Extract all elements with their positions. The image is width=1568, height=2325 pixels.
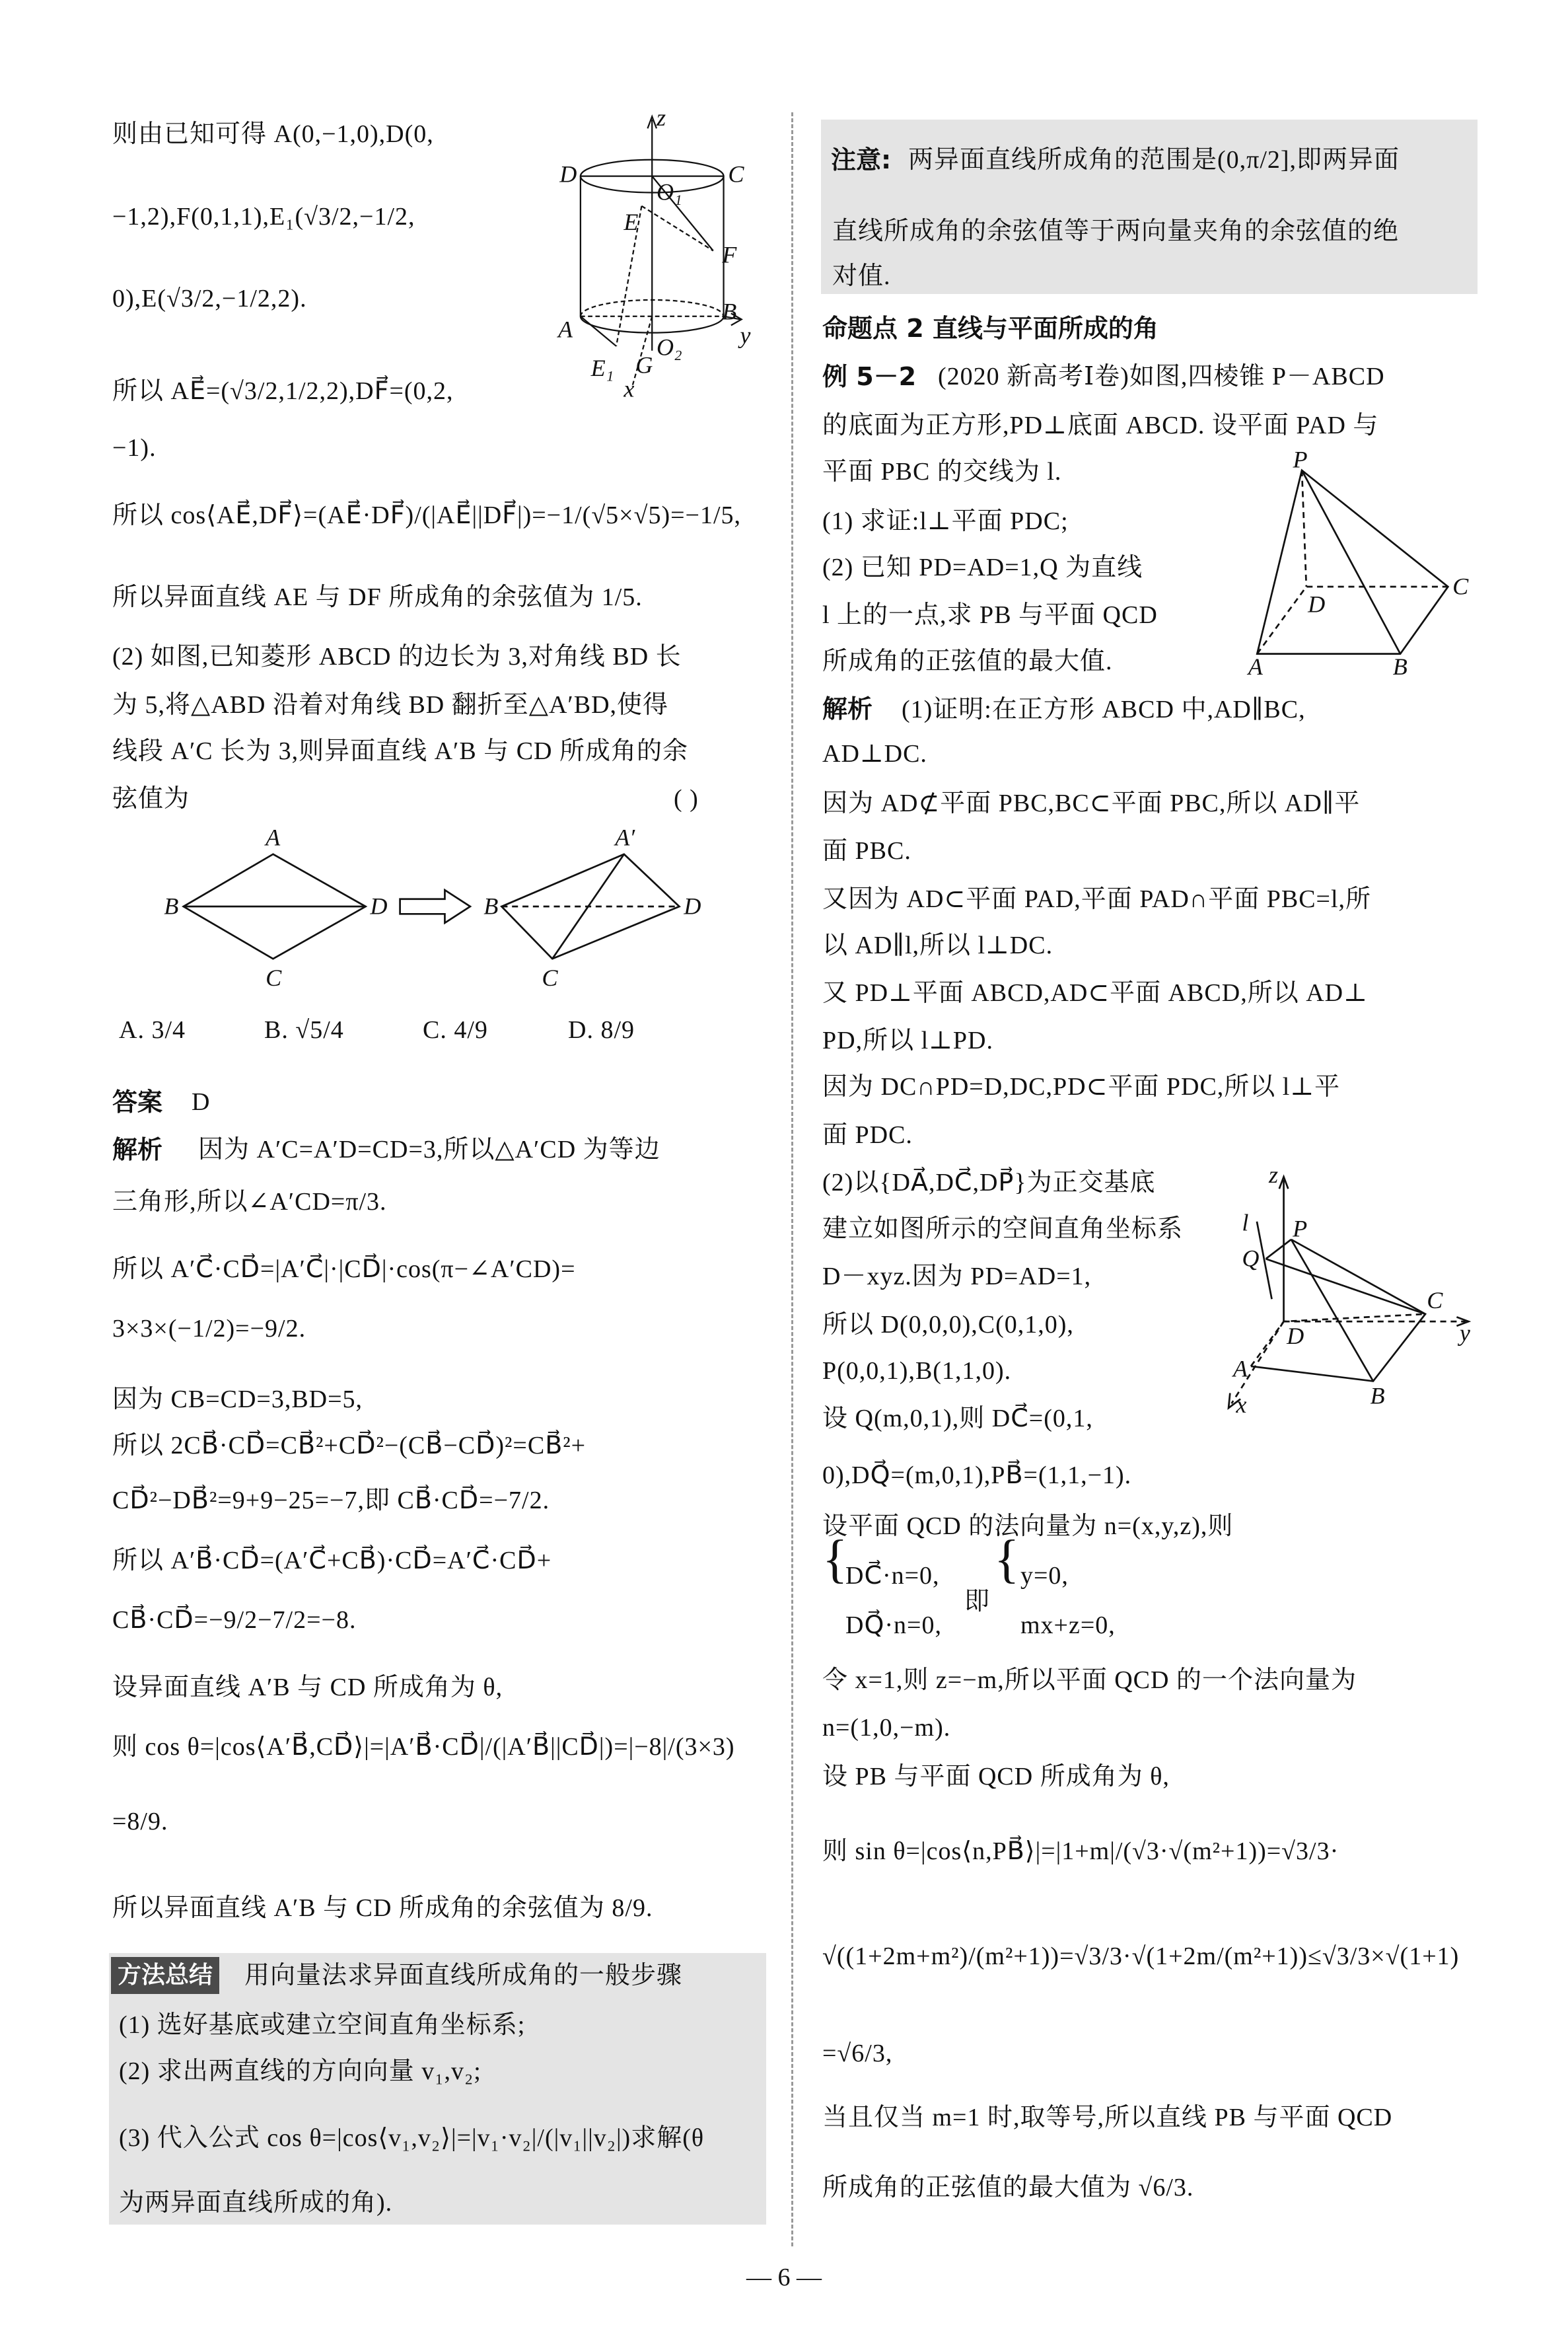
text-line: n=(1,0,−m). [822,1713,951,1742]
note-line: 直线所成角的余弦值等于两向量夹角的余弦值的绝 [832,217,1400,246]
text-line: 所以 A′C⃗·CD⃗=|A′C⃗|·|CD⃗|·cos(π−∠A′CD)= [112,1255,576,1283]
method-step: (1) 选好基底或建立空间直角坐标系; [119,2011,526,2039]
label-y: y [740,322,751,349]
label-D: D [370,893,388,920]
method-summary-tag: 方法总结 [111,1957,219,1994]
text-line: =8/9. [112,1808,168,1836]
text-line: 则 sin θ=|cos⟨n,PB⃗⟩|=|1+m|/(√3·√(m²+1))=√3/3· [822,1837,1339,1866]
text-line: 因为 CB=CD=3,BD=5, [112,1385,363,1413]
label-C: C [1452,573,1469,600]
text-line: −1). [112,434,157,462]
text-line: 又 PD⊥平面 ABCD,AD⊂平面 ABCD,所以 AD⊥ [822,978,1368,1007]
text-line: (2) 如图,已知菱形 ABCD 的边长为 3,对角线 BD 长 [112,643,682,671]
method-step: (2) 求出两直线的方向向量 v₁,v₂; [119,2057,481,2085]
text-line: 设 PB 与平面 QCD 所成角为 θ, [822,1763,1170,1791]
section-heading: 命题点 2 直线与平面所成的角 [822,314,1158,343]
label-O1: O₁ [657,178,682,205]
page-number: — 6 — [746,2264,822,2291]
note-label: 注意: [831,145,892,174]
label-Q: Q [1242,1245,1260,1272]
system-eq2: DQ⃗·n=0, [845,1611,942,1639]
label-A: A [1248,653,1263,681]
label-x: x [624,375,635,402]
label-B: B [1392,653,1408,681]
text-line: 平面 PBC 的交线为 l. [822,458,1062,486]
text-line: 所以异面直线 A′B 与 CD 所成角的余弦值为 8/9. [112,1894,653,1923]
cylinder-figure [552,104,761,403]
label-x: x [1236,1391,1247,1418]
text-line: 弦值为 [112,785,190,813]
text-line: 所以 A′B⃗·CD⃗=(A′C⃗+CB⃗)·CD⃗=A′C⃗·CD⃗+ [112,1546,552,1574]
text-line: 三角形,所以∠A′CD=π/3. [112,1188,387,1216]
text-line: 为 5,将△ABD 沿着对角线 BD 翻折至△A′BD,使得 [112,690,669,719]
text-line: 当且仅当 m=1 时,取等号,所以直线 PB 与平面 QCD [822,2103,1393,2131]
text-line: (2)以{DA⃗,DC⃗,DP⃗}为正交基底 [822,1168,1156,1197]
text-line: 面 PDC. [822,1121,913,1149]
label-D: D [1308,591,1326,618]
label-z: z [1269,1162,1279,1189]
text-line: 0),E(√3/2,−1/2,2). [112,285,307,313]
brace: { [822,1530,849,1588]
system-ji: 即 [964,1588,991,1615]
text-line: 建立如图所示的空间直角坐标系 [822,1214,1184,1243]
text-line: 所成角的正弦值的最大值. [822,647,1113,676]
label-G: G [635,351,653,379]
text-line: 所成角的正弦值的最大值为 √6/3. [822,2173,1194,2201]
text-line: −1,2),F(0,1,1),E₁(√3/2,−1/2, [112,202,415,231]
label-F: F [722,241,737,268]
text-line: (1) 求证:l⊥平面 PDC; [822,507,1069,535]
system-eq1: DC⃗·n=0, [845,1562,940,1590]
system-eq4: mx+z=0, [1020,1611,1116,1639]
text-line: 因为 AD⊄平面 PBC,BC⊂平面 PBC,所以 AD∥平 [822,789,1361,817]
label-A: A [1232,1355,1248,1382]
text-line: 因为 DC∩PD=D,DC,PD⊂平面 PDC,所以 l⊥平 [822,1073,1341,1101]
label-A: A [558,316,573,343]
text-line: 设异面直线 A′B 与 CD 所成角为 θ, [112,1673,503,1701]
text-line: √((1+2m+m²)/(m²+1))=√3/3·√(1+2m/(m²+1))≤√3/3×√(1+1) [822,1942,1460,1970]
label-C2: C [542,964,558,991]
text-line: CD⃗²−DB⃗²=9+9−25=−7,即 CB⃗·CD⃗=−7/2. [112,1487,550,1515]
label-B: B [722,298,737,325]
analysis-label: 解析 [112,1135,163,1164]
method-step: 为两异面直线所成的角). [119,2188,393,2217]
method-summary-title: 用向量法求异面直线所成角的一般步骤 [244,1962,683,1989]
text-line: =√6/3, [822,2039,893,2067]
label-E1: E₁ [590,355,614,382]
answer-bracket: ( ) [674,785,699,813]
text-line: 又因为 AD⊂平面 PAD,平面 PAD∩平面 PBC=l,所 [822,885,1372,913]
label-z: z [657,104,666,131]
analysis-label-right: 解析 [822,694,873,723]
method-step: (3) 代入公式 cos θ=|cos⟨v₁,v₂⟩|=|v₁·v₂|/(|v₁||v₂|)求解(θ [119,2124,705,2153]
label-O2: O₂ [657,334,682,361]
text-line: 则由已知可得 A(0,−1,0),D(0, [112,120,434,149]
label-B: B [164,893,179,920]
label-D2: D [684,893,701,920]
text-line: (2) 已知 PD=AD=1,Q 为直线 [822,553,1143,581]
text-line: 则 cos θ=|cos⟨A′B⃗,CD⃗⟩|=|A′B⃗·CD⃗|/(|A′B⃗||CD⃗|)=|−8|/(3×3) [112,1733,735,1761]
label-C: C [1427,1286,1443,1313]
text-line: 所以异面直线 AE 与 DF 所成角的余弦值为 1/5. [112,583,643,611]
label-D: D [559,161,577,188]
example-label: 例 5－2 [822,362,917,391]
answer-value: D [192,1088,211,1116]
answer-label: 答案 [112,1088,163,1117]
text-line: 面 PBC. [822,837,911,866]
column-divider [791,112,793,2246]
text-line: 令 x=1,则 z=−m,所以平面 QCD 的一个法向量为 [822,1666,1357,1694]
text-line: 因为 A′C=A′D=CD=3,所以△A′CD 为等边 [198,1136,660,1164]
text-line: 的底面为正方形,PD⊥底面 ABCD. 设平面 PAD 与 [822,412,1379,440]
text-line: 所以 2CB⃗·CD⃗=CB⃗²+CD⃗²−(CB⃗−CD⃗)²=CB⃗²+ [112,1431,587,1459]
text-line: 所以 D(0,0,0),C(0,1,0), [822,1310,1074,1339]
option-A: A. 3/4 [119,1016,186,1045]
label-D: D [1287,1322,1304,1349]
note-line: 两异面直线所成角的范围是(0,π/2],即两异面 [908,145,1400,174]
text-line: 以 AD∥l,所以 l⊥DC. [822,931,1053,959]
text-line: 线段 A′C 长为 3,则异面直线 A′B 与 CD 所成角的余 [112,737,688,765]
text-line: l 上的一点,求 PB 与平面 QCD [822,601,1158,630]
option-D: D. 8/9 [568,1016,635,1045]
text-line: CB⃗·CD⃗=−9/2−7/2=−8. [112,1606,357,1635]
text-line: 设平面 QCD 的法向量为 n=(x,y,z),则 [822,1512,1234,1540]
text-line: 所以 cos⟨AE⃗,DF⃗⟩=(AE⃗·DF⃗)/(|AE⃗||DF⃗|)=−1/(√5×√5)=−1/5, [112,501,742,529]
label-A: A [266,824,281,851]
text-line: P(0,0,1),B(1,1,0). [822,1356,1012,1385]
option-B: B. √5/4 [264,1016,344,1045]
text-line: (2020 新高考Ⅰ卷)如图,四棱锥 P－ABCD [938,362,1385,390]
label-C: C [266,964,282,991]
label-l: l [1242,1209,1249,1236]
text-line: D－xyz.因为 PD=AD=1, [822,1263,1092,1291]
text-line: 所以 AE⃗=(√3/2,1/2,2),DF⃗=(0,2, [112,377,454,406]
label-P: P [1293,1215,1308,1242]
label-B: B [1370,1382,1385,1409]
text-line: 设 Q(m,0,1),则 DC⃗=(0,1, [822,1405,1093,1432]
label-A-prime: A′ [615,824,635,851]
coordinate-figure [1217,1162,1478,1419]
system-eq3: y=0, [1020,1562,1069,1590]
text-line: PD,所以 l⊥PD. [822,1027,993,1055]
text-line: 0),DQ⃗=(m,0,1),PB⃗=(1,1,−1). [822,1461,1132,1489]
text-line: AD⊥DC. [822,740,927,768]
label-y: y [1459,1319,1470,1347]
brace: { [994,1530,1020,1588]
label-C: C [728,161,744,188]
rhombus-figure [157,821,717,991]
pyramid-figure [1239,448,1485,679]
label-B2: B [483,893,499,920]
text-line: (1)证明:在正方形 ABCD 中,AD∥BC, [902,695,1306,723]
label-P: P [1293,446,1308,473]
label-E: E [624,208,639,235]
option-C: C. 4/9 [423,1016,488,1045]
note-line: 对值. [832,262,891,291]
text-line: 3×3×(−1/2)=−9/2. [112,1315,306,1343]
